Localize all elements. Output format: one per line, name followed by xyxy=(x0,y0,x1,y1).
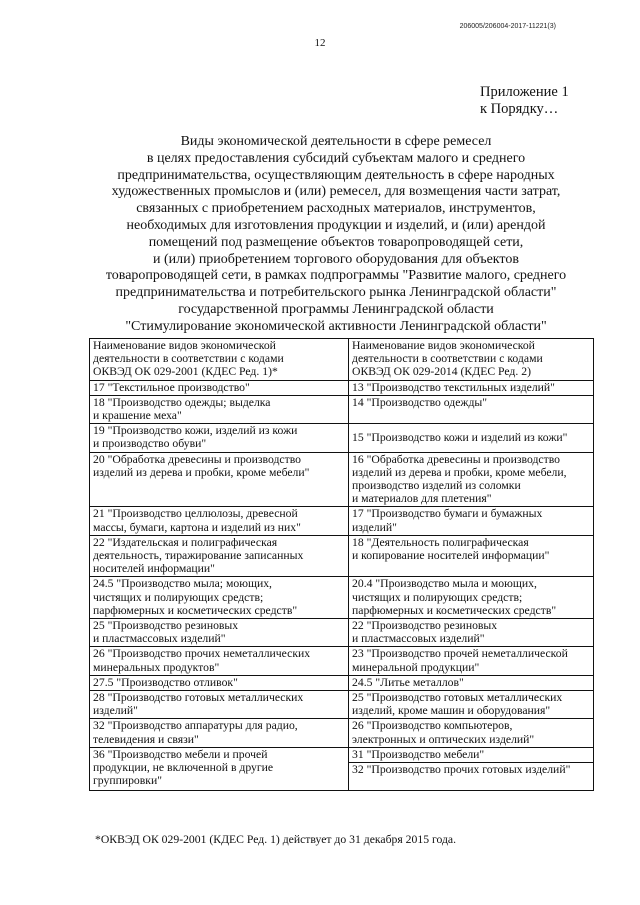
table-row xyxy=(90,747,594,762)
cell-okved-2014: 18 "Деятельность полиграфическая и копирование носителей информации" xyxy=(349,535,594,577)
title-line: необходимых для изготовления продукции и изделий, и (или) арендой xyxy=(126,217,546,233)
title-line: "Стимулирование экономической активности Ленинградской области" xyxy=(125,318,547,334)
table-row xyxy=(90,424,594,452)
cell-okved-2001: 25 "Производство резиновых и пластмассовых изделий" xyxy=(90,619,349,647)
header-okved-2014: Наименование видов экономической деятельности в соответствии с кодами ОКВЭД ОК 029-2014 (КДЕС Ред. 2) xyxy=(349,339,594,381)
title-line: художественных промыслов и (или) ремесел, для возмещения части затрат, xyxy=(111,184,561,200)
cell-okved-2014: 26 "Производство компьютеров, электронных и оптических изделий" xyxy=(349,719,594,747)
title-line: товаропроводящей сети, в рамках подпрограммы "Развитие малого, среднего xyxy=(105,268,567,284)
cell-okved-2014: 20.4 "Производство мыла и моющих, чистящих и полирующих средств; парфюмерных и косметических средств" xyxy=(349,577,594,619)
cell-okved-2001: 17 "Текстильное производство" xyxy=(90,380,349,395)
appendix-line-2: к Порядку… xyxy=(480,101,559,117)
cell-okved-2001: 27.5 "Производство отливок" xyxy=(90,675,349,690)
okved-table xyxy=(89,338,594,791)
cell-okved-2001: 24.5 "Производство мыла; моющих, чистящих и полирующих средств; парфюмерных и косметических средств" xyxy=(90,577,349,619)
document-title xyxy=(70,134,602,336)
title-line: помещений под размещение объектов товаропроводящей сети, xyxy=(148,234,524,250)
table-row xyxy=(90,507,594,535)
cell-okved-2014: 16 "Обработка древесины и производство изделий из дерева и пробки, кроме мебели, производство изделий из соломки и материалов для плетения" xyxy=(349,452,594,507)
cell-okved-2001: 32 "Производство аппаратуры для радио, телевидения и связи" xyxy=(90,719,349,747)
cell-okved-2001: 18 "Производство одежды; выделка и крашение меха" xyxy=(90,395,349,423)
cell-okved-2001: 22 "Издательская и полиграфическая деятельность, тиражирование записанных носителей информации" xyxy=(90,535,349,577)
table-row xyxy=(90,395,594,423)
title-line: предпринимательства, осуществляющим деятельность в сфере народных xyxy=(117,167,555,183)
document-code: 206005/206004-2017-11221(3) xyxy=(459,23,556,30)
table-header-row xyxy=(90,339,594,381)
table-row xyxy=(90,535,594,577)
table-row xyxy=(90,675,594,690)
cell-okved-2014: 14 "Производство одежды" xyxy=(349,395,594,423)
table-row xyxy=(90,691,594,719)
appendix-label xyxy=(480,84,569,118)
title-line: предпринимательства и потребительского рынка Ленинградской области" xyxy=(115,285,557,301)
cell-okved-2014: 23 "Производство прочей неметаллической минеральной продукции" xyxy=(349,647,594,675)
cell-okved-2001: 20 "Обработка древесины и производство изделий из дерева и пробки, кроме мебели" xyxy=(90,452,349,507)
footnote: *ОКВЭД ОК 029-2001 (КДЕС Ред. 1) действует до 31 декабря 2015 года. xyxy=(95,833,457,846)
cell-okved-2001: 26 "Производство прочих неметаллических минеральных продуктов" xyxy=(90,647,349,675)
cell-okved-2014: 22 "Производство резиновых и пластмассовых изделий" xyxy=(349,619,594,647)
page-number: 12 xyxy=(314,37,326,49)
cell-okved-2014: 15 "Производство кожи и изделий из кожи" xyxy=(349,424,594,452)
cell-okved-2001: 19 "Производство кожи, изделий из кожи и производство обуви" xyxy=(90,424,349,452)
cell-okved-2014: 32 "Производство прочих готовых изделий" xyxy=(349,763,594,791)
table-row xyxy=(90,380,594,395)
cell-okved-2014: 24.5 "Литье металлов" xyxy=(349,675,594,690)
cell-okved-2014: 13 "Производство текстильных изделий" xyxy=(349,380,594,395)
cell-okved-2001: 36 "Производство мебели и прочей продукции, не включенной в другие группировки" xyxy=(90,747,349,790)
table-row xyxy=(90,452,594,507)
table-row xyxy=(90,719,594,747)
table-row xyxy=(90,647,594,675)
cell-okved-2014: 31 "Производство мебели" xyxy=(349,747,594,762)
title-line: государственной программы Ленинградской области xyxy=(178,301,494,317)
cell-okved-2001: 21 "Производство целлюлозы, древесной массы, бумаги, картона и изделий из них" xyxy=(90,507,349,535)
appendix-line-1: Приложение 1 xyxy=(480,84,569,100)
title-line: связанных с приобретением расходных материалов, инструментов, xyxy=(136,201,536,217)
table-row xyxy=(90,619,594,647)
cell-okved-2014: 25 "Производство готовых металлических изделий, кроме машин и оборудования" xyxy=(349,691,594,719)
title-line: и (или) приобретением торгового оборудования для объектов xyxy=(153,251,519,267)
title-line: Виды экономической деятельности в сфере ремесел xyxy=(180,134,492,149)
title-line: в целях предоставления субсидий субъектам малого и среднего xyxy=(146,150,526,166)
cell-okved-2001: 28 "Производство готовых металлических изделий" xyxy=(90,691,349,719)
cell-okved-2014: 17 "Производство бумаги и бумажных изделий" xyxy=(349,507,594,535)
table-row xyxy=(90,577,594,619)
header-okved-2001: Наименование видов экономической деятельности в соответствии с кодами ОКВЭД ОК 029-2001 (КДЕС Ред. 1)* xyxy=(90,339,349,381)
